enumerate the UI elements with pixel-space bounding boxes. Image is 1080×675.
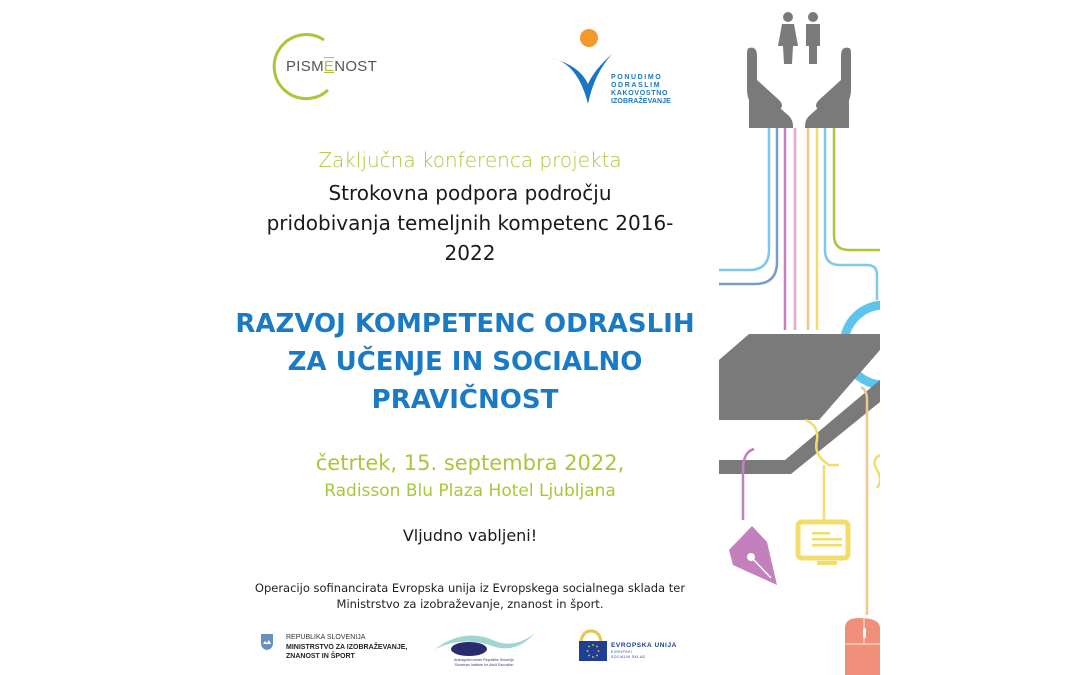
- eu-esf-logo: EVROPSKA UNIJA EVROPSKI SOCIALNI SKLAD: [575, 627, 690, 667]
- ministry-logo: REPUBLIKA SLOVENIJA MINISTRSTVO ZA IZOBRAŽEVANJE, ZNANOST IN ŠPORT: [258, 627, 408, 667]
- esf-mark-icon: [579, 629, 607, 641]
- slovenia-crest-icon: [260, 633, 274, 651]
- event-venue: Radisson Blu Plaza Hotel Ljubljana: [324, 481, 616, 501]
- conference-subtitle: Zaključna konferenca projekta: [318, 148, 622, 172]
- acs-logo: Andragoški center Republike Slovenije Slovenian Institute for Adult Education: [425, 627, 545, 667]
- ponudimo-odraslim-logo: [550, 26, 690, 111]
- conference-headline: RAZVOJ KOMPETENC ODRASLIH ZA UČENJE IN SOCIALNO PRAVIČNOST: [235, 309, 695, 415]
- monitor-icon: [798, 522, 848, 565]
- ponudimo-text: PONUDIMO ODRASLIM KAKOVOSTNO IZOBRAŽEVANJE: [611, 74, 671, 105]
- people-icon: [778, 12, 820, 64]
- platform-shapes: [719, 334, 880, 474]
- funding-note: Operacijo sofinancirata Evropska unija iz Evropskega socialnega sklada ter Ministrstvo za izobraževanje, znanost in šport.: [254, 581, 686, 611]
- person-v-icon: [550, 26, 620, 111]
- eu-flag-icon: [579, 641, 607, 661]
- acs-wave-icon: [425, 627, 545, 657]
- pismenost-wordmark: PISMENOST: [286, 58, 378, 75]
- hands-icon: [747, 48, 851, 128]
- mouse-icon: [845, 618, 880, 675]
- decorative-graphic: [719, 0, 880, 675]
- invitation-text: Vljudno vabljeni!: [402, 526, 538, 545]
- event-date: četrtek, 15. septembra 2022,: [315, 451, 625, 475]
- colored-lines: [719, 128, 880, 330]
- project-title: Strokovna podpora področju pridobivanja temeljnih kompetenc 2016- 2022: [266, 181, 674, 265]
- pismenost-logo: [268, 30, 408, 110]
- pen-nib-icon: [729, 526, 777, 585]
